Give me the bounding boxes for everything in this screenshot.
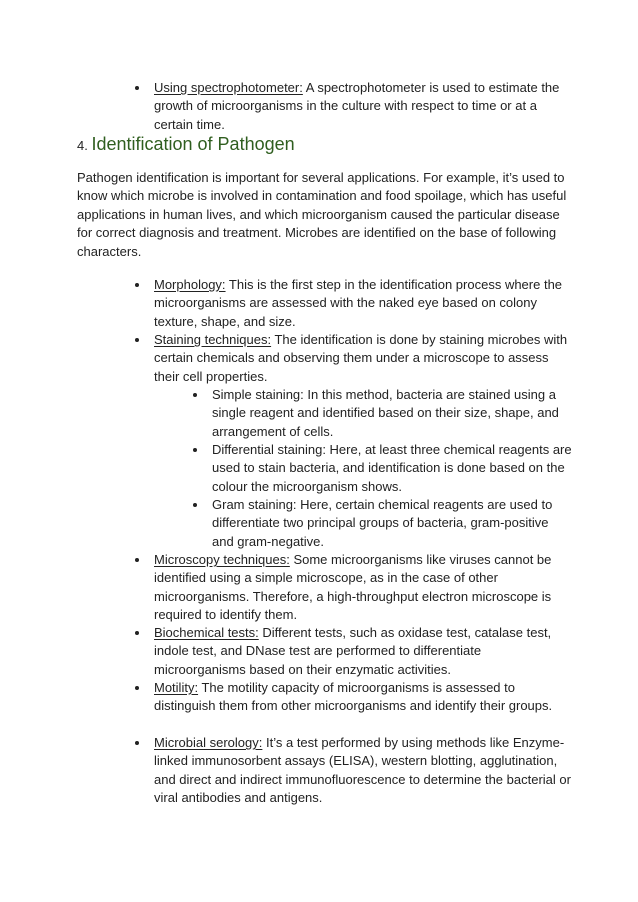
bullet-dot	[135, 631, 139, 635]
bullet-body	[154, 331, 575, 386]
bullet-body	[154, 734, 575, 808]
bullet-term: Biochemical tests:	[154, 625, 259, 640]
bullet-term: Staining techniques:	[154, 332, 272, 347]
bullet-dot	[135, 283, 139, 287]
bullet-text: It’s a test performed by using methods like Enzyme-linked immunosorbent assays (ELISA), western blotting, agglutination, and direct and indirect immunofluorescence to determine the bacterial or viral antibodies and antigens.	[154, 735, 571, 806]
bullet-motility	[135, 679, 575, 716]
bullet-morphology	[135, 276, 575, 331]
sub-bullet-text: Simple staining: In this method, bacteria are stained using a single reagent and identified based on their size, shape, and arrangement of cells.	[212, 387, 559, 439]
sub-bullet-text: Gram staining: Here, certain chemical reagents are used to differentiate two principal groups of bacteria, gram-positive and gram-negative.	[212, 497, 553, 549]
bullet-term: Morphology:	[154, 277, 226, 292]
bullet-serology	[135, 734, 575, 808]
bullet-text: The identification is done by staining microbes with certain chemicals and observing them under a microscope to assess their cell properties.	[154, 332, 568, 384]
bullet-text: This is the first step in the identification process where the microorganisms are assessed with the naked eye based on colony texture, shape, and size.	[154, 277, 563, 329]
bullet-body	[154, 679, 575, 716]
sub-bullet-differential-staining	[193, 441, 573, 496]
section-heading	[77, 135, 577, 155]
bullet-dot	[135, 338, 139, 342]
bullet-dot	[193, 448, 197, 452]
bullet-dot	[135, 686, 139, 690]
intro-text: Pathogen identification is important for several applications. For example, it’s used to know which microbe is involved in contamination and food spoilage, which has useful applications in human lives, and which microorganism caused the particular disease for correct diagnosis and treatment. Microbes are identified on the base of following characters.	[77, 170, 567, 259]
bullet-dot	[193, 503, 197, 507]
bullet-biochemical	[135, 624, 575, 679]
bullet-dot	[193, 393, 197, 397]
sub-bullet-simple-staining	[193, 386, 573, 441]
sub-bullet-gram-staining	[193, 496, 573, 551]
bullet-staining	[135, 331, 575, 386]
bullet-text: The motility capacity of microorganisms is assessed to distinguish them from other microorganisms and identify their groups.	[154, 680, 553, 714]
bullet-text: A spectrophotometer is used to estimate the growth of microorganisms in the culture with respect to time or at a certain time.	[154, 80, 560, 132]
bullet-microscopy	[135, 551, 575, 625]
intro-paragraph	[77, 169, 567, 261]
bullet-term: Microscopy techniques:	[154, 552, 290, 567]
heading-title: Identification of Pathogen	[91, 134, 295, 154]
bullet-body	[154, 276, 575, 331]
bullet-text: Some microorganisms like viruses cannot be identified using a simple microscope, as in the case of other microorganisms. Therefore, a high-throughput electron microscope is required to identify them.	[154, 552, 552, 623]
bullet-spectrophotometer	[135, 79, 575, 134]
bullet-body	[154, 624, 575, 679]
bullet-body	[154, 79, 575, 134]
bullet-term: Using spectrophotometer:	[154, 80, 303, 95]
bullet-dot	[135, 741, 139, 745]
sub-bullet-text: Differential staining: Here, at least three chemical reagents are used to stain bacteria, and identification is done based on the colour the microorganism shows.	[212, 442, 572, 494]
bullet-term: Microbial serology:	[154, 735, 263, 750]
bullet-dot	[135, 558, 139, 562]
bullet-dot	[135, 86, 139, 90]
heading-number: 4.	[77, 138, 88, 153]
bullet-body	[154, 551, 575, 625]
bullet-text: Different tests, such as oxidase test, catalase test, indole test, and DNase test are performed to differentiate microorganisms based on their enzymatic activities.	[154, 625, 552, 677]
bullet-term: Motility:	[154, 680, 199, 695]
